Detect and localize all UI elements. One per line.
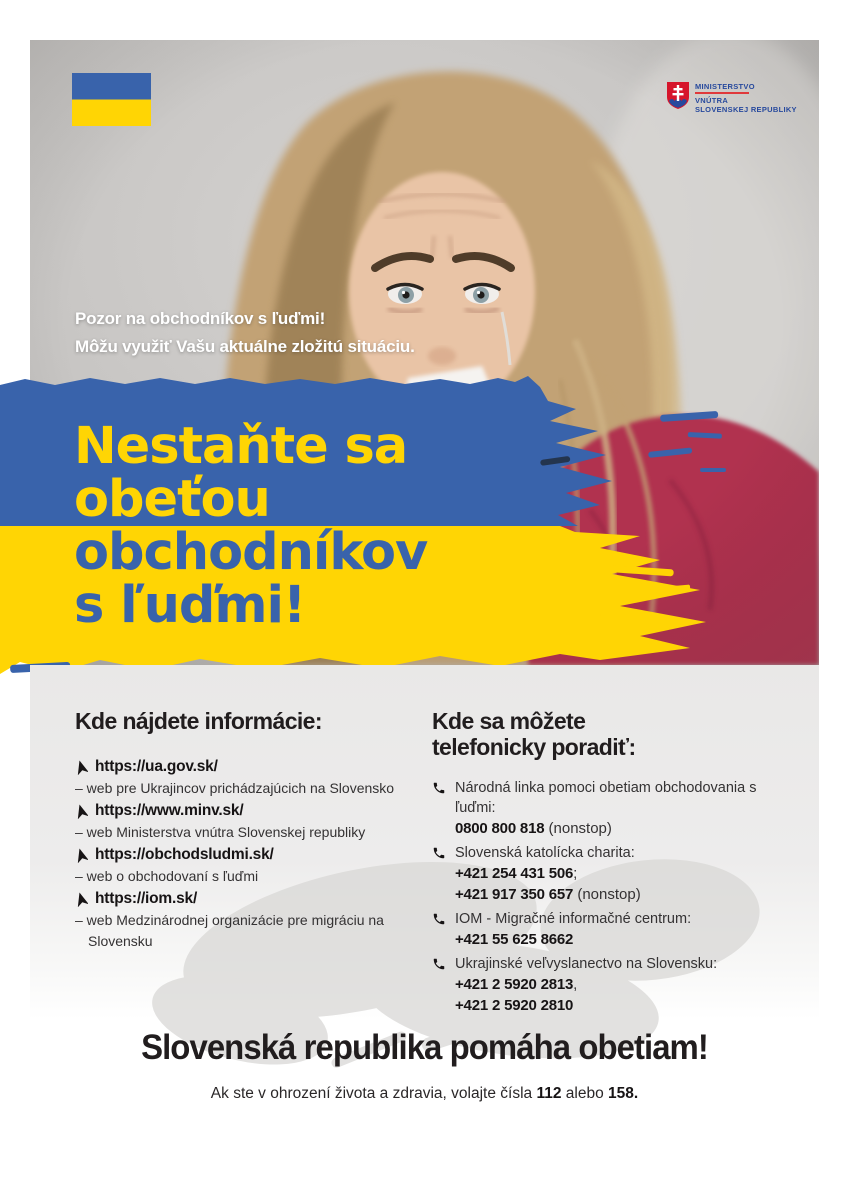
ministry-line-3: SLOVENSKEJ REPUBLIKY (695, 105, 797, 114)
phone-handset-icon (432, 781, 446, 795)
phone-number: +421 2 5920 2810 (455, 997, 574, 1014)
emergency-number-158: 158. (608, 1085, 639, 1102)
phone-number-suffix: (nonstop) (573, 886, 641, 903)
headline-line-1: Nestaňte sa (74, 417, 408, 476)
link-row-ua-gov (75, 756, 430, 778)
warning-line-2: Môžu využiť Vašu aktuálne zložitú situáciu. (75, 337, 415, 356)
link-description: – web Medzinárodnej organizácie pre migráciu na Slovensku (75, 912, 384, 949)
poster-headline (74, 417, 428, 635)
phone-number: +421 917 350 657 (455, 886, 574, 903)
phone-handset-icon (432, 912, 446, 926)
phone-heading-line-2: telefonicky poradiť: (432, 734, 636, 760)
link-row-iom (75, 888, 430, 910)
link-description: – web pre Ukrajincov prichádzajúcich na Slovensko (75, 780, 395, 796)
link-url[interactable]: https://ua.gov.sk/ (95, 758, 218, 775)
phone-heading-line-1: Kde sa môžete (432, 708, 586, 734)
phone-number: +421 55 625 8662 (455, 931, 574, 948)
link-description: – web o obchodovaní s ľuďmi (75, 868, 259, 884)
phone-number: +421 2 5920 2813 (455, 976, 574, 993)
cursor-arrow-icon (75, 848, 88, 863)
phone-entry-label: IOM - Migračné informačné centrum: (455, 911, 692, 927)
headline-line-4: s ľuďmi! (74, 576, 306, 635)
phone-entry-label: Slovenská katolícka charita: (455, 845, 635, 861)
link-url[interactable]: https://www.minv.sk/ (95, 802, 244, 819)
slovak-coat-of-arms-icon (667, 82, 689, 109)
info-links-column (75, 708, 430, 953)
cursor-arrow-icon (75, 760, 88, 775)
link-description: – web Ministerstva vnútra Slovenskej republiky (75, 824, 366, 840)
headline-line-3: obchodníkov (74, 523, 428, 582)
link-url[interactable]: https://obchodsludmi.sk/ (95, 846, 274, 863)
phone-entry-label: Ukrajinské veľvyslanectvo na Slovensku: (455, 956, 718, 972)
info-heading: Kde nájdete informácie: (75, 708, 322, 734)
cursor-arrow-icon (75, 892, 88, 907)
ministry-logo (667, 82, 797, 114)
phone-number-suffix: , (573, 976, 578, 993)
phone-entry-charita (432, 843, 797, 905)
link-row-obchodsludmi (75, 844, 430, 866)
cursor-arrow-icon (75, 804, 88, 819)
footer-headline: Slovenská republika pomáha obetiam! (141, 1028, 708, 1067)
phone-number-suffix: (nonstop) (544, 820, 612, 837)
phone-entry-national-line (432, 778, 797, 839)
phone-help-column (432, 708, 797, 1020)
link-url[interactable]: https://iom.sk/ (95, 890, 198, 907)
ministry-line-2: VNÚTRA (695, 96, 729, 105)
footer-emergency-line (0, 1085, 849, 1103)
phone-number-suffix: ; (573, 865, 578, 882)
link-row-minv (75, 800, 430, 822)
phone-handset-icon (432, 957, 446, 971)
phone-entry-label: Národná linka pomoci obetiam obchodovania s ľuďmi: (455, 780, 757, 816)
phone-handset-icon (432, 846, 446, 860)
phone-entry-embassy (432, 954, 797, 1016)
warning-text (75, 305, 415, 361)
warning-line-1: Pozor na obchodníkov s ľuďmi! (75, 309, 326, 328)
phone-entry-iom (432, 909, 797, 950)
phone-number: +421 254 431 506 (455, 865, 574, 882)
footer-sub-prefix: Ak ste v ohrození života a zdravia, volajte čísla (210, 1085, 537, 1102)
footer-sub-mid: alebo (561, 1085, 609, 1102)
emergency-number-112: 112 (536, 1085, 562, 1102)
ministry-line-1: MINISTERSTVO (695, 82, 755, 91)
headline-line-2: obeťou (74, 470, 270, 529)
ukraine-flag (72, 73, 151, 126)
phone-number: 0800 800 818 (455, 820, 545, 837)
logo-red-rule (695, 92, 749, 94)
